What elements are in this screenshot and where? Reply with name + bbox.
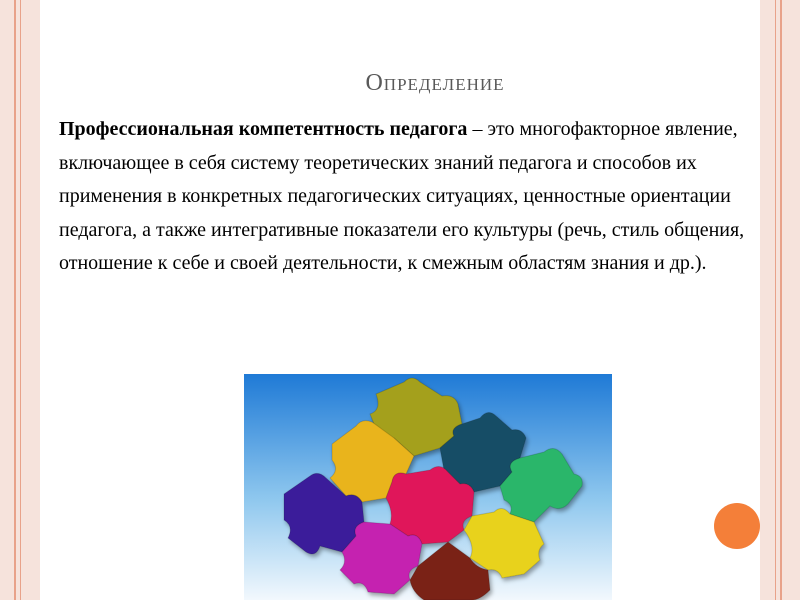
decorative-orange-dot <box>714 503 760 549</box>
definition-term: Профессиональная компетентность педагога <box>59 118 468 140</box>
puzzle-image <box>244 374 612 600</box>
slide-title: Определение <box>365 70 505 96</box>
definition-paragraph <box>59 113 749 281</box>
definition-text: – это многофакторное явление, включающее в себя систему теоретических знаний педагога и способов их применения в конкретных педагогических ситуациях, ценностные ориентации педагога, а также интегративные показатели его культуры (речь, стиль общения, отношение к себе и своей деятельности, к смежным областям знания и др.). <box>59 118 745 274</box>
puzzle-illustration <box>244 374 612 600</box>
